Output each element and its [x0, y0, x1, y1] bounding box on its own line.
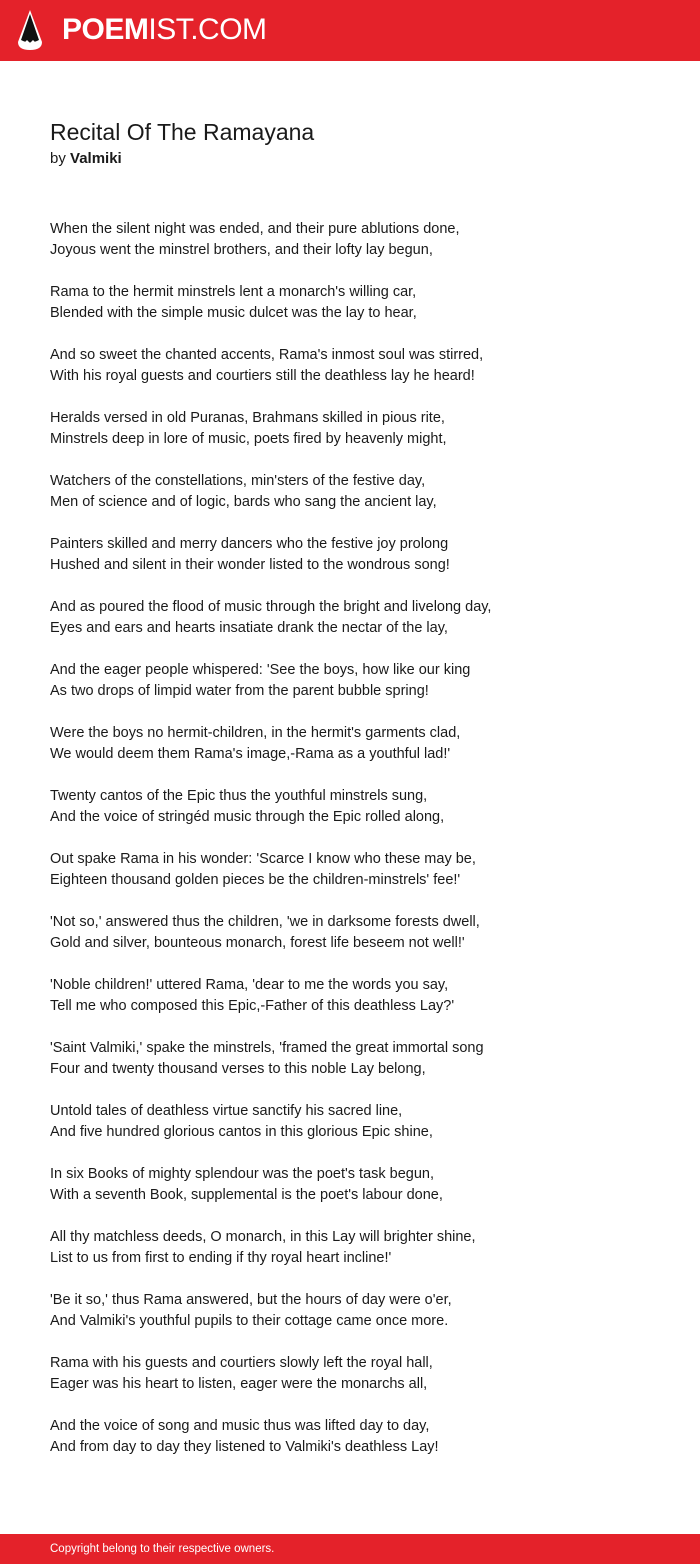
stanza [50, 660, 670, 702]
poem-line: Watchers of the constellations, min'sters of the festive day, [50, 473, 426, 489]
poem-line: Gold and silver, bounteous monarch, forest life beseem not well!' [50, 935, 465, 951]
poem-line: In six Books of mighty splendour was the poet's task begun, [50, 1166, 435, 1182]
poem-line: 'Be it so,' thus Rama answered, but the hours of day were o'er, [50, 1292, 452, 1308]
stanza [50, 408, 670, 450]
poem-line: 'Saint Valmiki,' spake the minstrels, 'framed the great immortal song [50, 1040, 484, 1056]
logo-text-light: IST.COM [148, 13, 267, 46]
stanza [50, 849, 670, 891]
poem-line: Rama to the hermit minstrels lent a monarch's willing car, [50, 284, 417, 300]
stanza [50, 912, 670, 954]
stanza [50, 471, 670, 513]
stanza [50, 597, 670, 639]
poem-line: Hushed and silent in their wonder listed to the wondrous song! [50, 557, 450, 573]
poem-title: Recital Of The Ramayana [50, 119, 315, 145]
stanza [50, 1227, 670, 1269]
poem-line: Minstrels deep in lore of music, poets fired by heavenly might, [50, 431, 447, 447]
stanza [50, 1416, 670, 1458]
poem-line: Eager was his heart to listen, eager were the monarchs all, [50, 1376, 428, 1392]
byline-prefix: by [50, 150, 66, 167]
poem-line: With his royal guests and courtiers still the deathless lay he heard! [50, 368, 475, 384]
poem-line: As two drops of limpid water from the parent bubble spring! [50, 683, 429, 699]
stanza [50, 975, 670, 1017]
author-name: Valmiki [70, 150, 122, 167]
poem-line: Four and twenty thousand verses to this noble Lay belong, [50, 1061, 426, 1077]
poem-line: And the voice of song and music thus was lifted day to day, [50, 1418, 430, 1434]
stanza [50, 219, 670, 261]
poem-line: And the voice of stringéd music through the Epic rolled along, [50, 809, 445, 825]
poem-line: And the eager people whispered: 'See the boys, how like our king [50, 662, 471, 678]
poem-line: Heralds versed in old Puranas, Brahmans skilled in pious rite, [50, 410, 445, 426]
copyright-text: Copyright belong to their respective owners. [50, 1543, 275, 1555]
poem-line: And as poured the flood of music through the bright and livelong day, [50, 599, 492, 615]
poem-line: And Valmiki's youthful pupils to their cottage came once more. [50, 1313, 449, 1329]
poem-line: Joyous went the minstrel brothers, and their lofty lay begun, [50, 242, 433, 258]
poem-line: Painters skilled and merry dancers who the festive joy prolong [50, 536, 449, 552]
stanza [50, 786, 670, 828]
poem-line: Tell me who composed this Epic,-Father of this deathless Lay?' [50, 998, 455, 1014]
poem-line: Out spake Rama in his wonder: 'Scarce I know who these may be, [50, 851, 476, 867]
stanza [50, 1101, 670, 1143]
poem-line: And so sweet the chanted accents, Rama's inmost soul was stirred, [50, 347, 484, 363]
poem-line: Twenty cantos of the Epic thus the youthful minstrels sung, [50, 788, 428, 804]
poem-line: Were the boys no hermit-children, in the hermit's garments clad, [50, 725, 461, 741]
poem-line: When the silent night was ended, and their pure ablutions done, [50, 221, 460, 237]
poem-line: Blended with the simple music dulcet was the lay to hear, [50, 305, 417, 321]
logo-text-bold: POEM [62, 13, 149, 46]
poem-line: And from day to day they listened to Valmiki's deathless Lay! [50, 1439, 439, 1455]
stanza [50, 282, 670, 324]
poem-line: All thy matchless deeds, O monarch, in this Lay will brighter shine, [50, 1229, 476, 1245]
poem-line: 'Noble children!' uttered Rama, 'dear to me the words you say, [50, 977, 449, 993]
poem-header [50, 116, 650, 170]
stanza [50, 1038, 670, 1080]
poem-line: 'Not so,' answered thus the children, 'we in darksome forests dwell, [50, 914, 480, 930]
poem-body [50, 219, 670, 1479]
poem-line: With a seventh Book, supplemental is the poet's labour done, [50, 1187, 443, 1203]
site-header [0, 0, 700, 61]
byline [50, 148, 650, 170]
stanza [50, 1353, 670, 1395]
pen-nib-icon[interactable] [17, 9, 43, 51]
site-logo[interactable] [62, 12, 267, 48]
poem-line: Eighteen thousand golden pieces be the children-minstrels' fee!' [50, 872, 461, 888]
stanza [50, 723, 670, 765]
stanza [50, 1290, 670, 1332]
site-footer [0, 1534, 700, 1564]
poem-line: Eyes and ears and hearts insatiate drank the nectar of the lay, [50, 620, 448, 636]
stanza [50, 1164, 670, 1206]
poem-line: Rama with his guests and courtiers slowly left the royal hall, [50, 1355, 433, 1371]
poem-line: And five hundred glorious cantos in this glorious Epic shine, [50, 1124, 433, 1140]
poem-line: List to us from first to ending if thy royal heart incline!' [50, 1250, 392, 1266]
poem-line: Men of science and of logic, bards who sang the ancient lay, [50, 494, 437, 510]
poem-line: We would deem them Rama's image,-Rama as a youthful lad!' [50, 746, 451, 762]
poem-line: Untold tales of deathless virtue sanctify his sacred line, [50, 1103, 403, 1119]
stanza [50, 534, 670, 576]
stanza [50, 345, 670, 387]
